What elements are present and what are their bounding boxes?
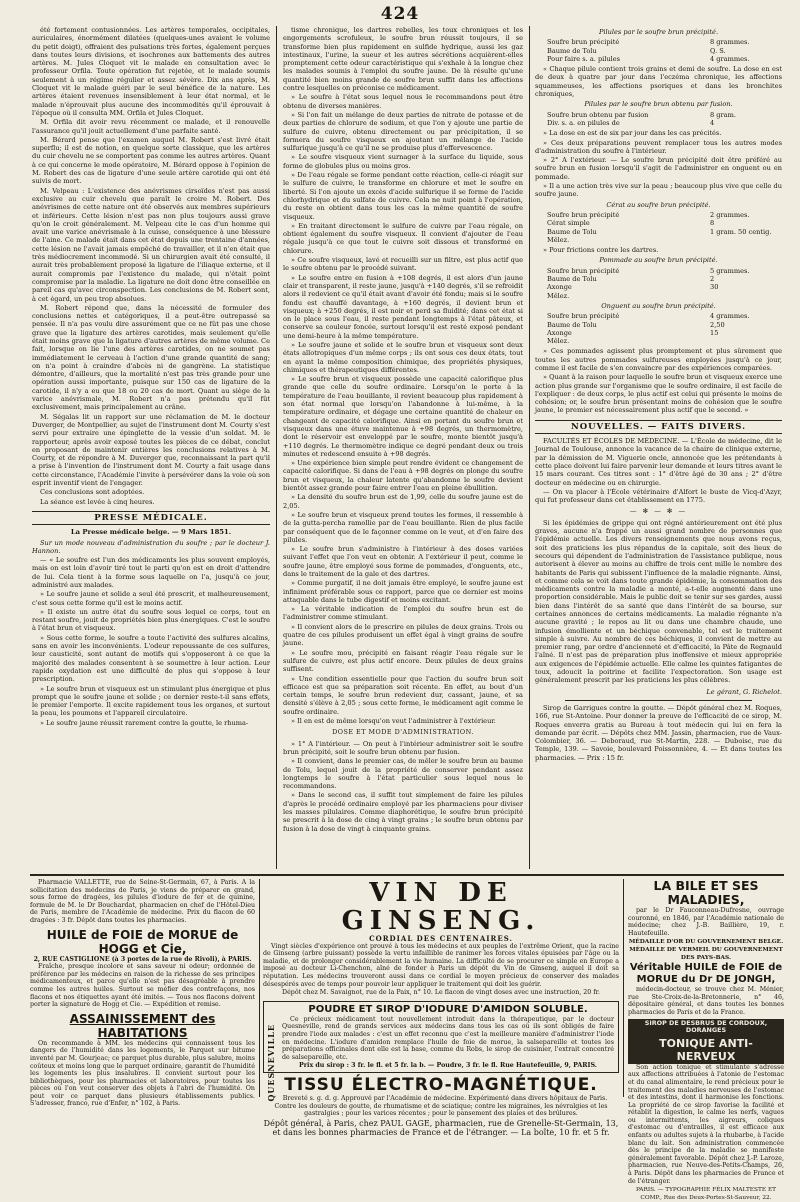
quantity: 4 grammes.	[710, 312, 750, 321]
paragraph: » Comme purgatif, il ne doit jamais être employé, le soufre jaune est infiniment préférable sous ce rapport, parce que ce dernier est moins attaquable dans le tube digestif et moins excitant.	[283, 579, 523, 604]
recipe-row	[547, 55, 782, 63]
recipe-row	[547, 211, 782, 219]
ad-tonique-body: Son action tonique et stimulante s'adresse aux affections attribuées à l'atonie de l'estomac et du canal alimentaire, le rend précieux pour le traitement des maladies nerveuses de l'estomac et des intestins, dont il harmonise les fonctions. La propriété de ce sirop favorise la facilité et rétablit la digestion, le calme les nerfs, vagues ou intermittents, les aigreurs, coliques d'estomac ou d'entrailles, il est efficace aux enfants ou adultes sujets à la rhubarbe, à l'acide blanc du lait. Son administration commencée dès le principe de la maladie se manifeste généralement favorable. Dépôt chez J.-P. Laroze, pharmacien, rue Neuve-des-Petits-Champs, 26, à Paris. Dépôt dans les pharmacies de France et de l'étranger.	[628, 1063, 784, 1185]
recipe	[547, 211, 782, 244]
ad-habitations-body: On recommande à MM. les médecins qui connaissent tous les dangers de l'humidité dans les logements, le Parquet sur bitume inventé par M. Gourjeac; ce parquet plus durable, plus salubre, moins coûteux et moins long que le parquet ordinaire, garantit de l'humidité les logements les plus insalubres. Il convient surtout pour les bibliothèques, pour les pharmacies et laboratoires, pour toutes les pièces où l'on veut conserver des objets à l'abri de l'humidité. On peut voir ce parquet dans plusieurs établissements publics. S'adresser, franco, rue d'Enfer, n° 102, à Paris.	[30, 1039, 255, 1108]
ornament-divider: — ✻ — ✻ —	[629, 507, 688, 516]
paragraph: « Chaque pilule contient trois grains et demi de soufre. La dose en est de deux à quatre par jour dans l'eczéma chronique, les affections squammeuses, les affections psoriques et dans les bronchites chroniques,	[535, 65, 782, 99]
ad-sirop-title: POUDRE ET SIROP D'IODURE D'AMIDON SOLUBLE.	[308, 1003, 588, 1015]
paragraph: » La véritable indication de l'emploi du soufre brun est de l'administrer comme stimulant.	[283, 605, 523, 622]
quantity: 4 grammes.	[710, 54, 750, 63]
recipe-mix: Mêlez.	[547, 291, 570, 300]
column-rule	[276, 26, 277, 869]
section-title-presse-medicale: PRESSE MÉDICALE.	[32, 511, 270, 525]
paragraph: été fortement contusionnées. Les artères temporales, occipitales, auriculaires, énormément dilatées (quelques-unes avaient le volume du petit doigt), offraient des pulsations très fortes, également perçues dans toutes leurs divisions, et isochrones aux battements des autres artères. M. Jules Cloquet vit le malade en consultation avec le professeur Orfila. Toute opération fut rejetée, et le malade soumis seulement à un régime régulier et assez sévère. Dix ans après, M. Cloquet vit le malade guéri par le seul bénéfice de la nature. Les artères étaient revenues insensiblement à leur état normal, et le malade n'éprouvait plus aucune des incommodités qu'il éprouvait à l'époque où il consulta MM. Orfila et Jules Cloquet.	[32, 26, 270, 117]
paragraph: » Ce soufre visqueux, lavé et recueilli sur un filtre, est plus actif que le soufre obtenu par le procédé suivant.	[283, 256, 523, 273]
ad-bile-title: LA BILE ET SES MALADIES,	[653, 878, 759, 907]
signature: Le gérant, G. Richelot.	[706, 687, 782, 696]
ingredient: Soufre brun précipité	[547, 38, 620, 47]
ingredient: Baume de Tolu	[547, 320, 597, 329]
quantity: 4	[710, 118, 715, 127]
paragraph: Si les épidémies de grippe qui ont régné antérieurement ont été plus graves, aucune n'a frappé un aussi grand nombre de personnes que l'épidémie actuelle. Les divers renseignements que nous avons reçus, soit des praticiens les plus répandus de la capitale, soit des lieux de secours qui dépendent de l'administration de l'assistance publique, nous autorisent à élever au moins au chiffre de trois cent mille le nombre des habitants de Paris qui subissent l'influence de la maladie régnante. Ainsi, et comme cela se voit dans toute grande épidémie, la consommation des médicaments contre la maladie a monté, a-t-elle augmenté dans une proportion considérable. Mais le public doit se tenir sur ses gardes, aussi bien dans l'intérêt de sa santé que dans l'intérêt de sa bourse, sur certaines annonces de certains médicaments. La maladie régnante n'a aucune gravité ; le repos au lit ou dans une chambre chaude, une infusion émolliente et un béchique convenable, tel est le traitement simple à suivre. Au nombre de ces béchiques, il convient de mettre au premier rang, par ordre d'ancienneté et d'efficacité, la Pâte de Regnauld l'aîné. Il n'est pas de préparation plus inoffensive et mieux appropriée aux exigences de l'épidémie actuelle. Elle calme les quintes fatigantes de toux, adoucit la poitrine et facilite l'expectoration. Son usage est généralement prescrit par les praticiens les plus célèbres.	[535, 518, 782, 685]
paragraph: » Le soufre jaune réussit rarement contre la goutte, le rhuma-	[40, 718, 249, 727]
recipe-row	[547, 275, 782, 283]
paragraph: » Dans le second cas, il suffit tout simplement de faire les pilules d'après le procédé ordinaire employé par les pharmaciens pour diviser les masses pilulaires. Comme diaphorétique, le soufre brun précipité se prescrit à la dose de cinq à vingt grains ; le soufre brun obtenu par fusion à la dose de vingt à cinquante grains.	[283, 791, 523, 833]
paragraph: » De l'eau régale se forme pendant cette réaction, celle-ci réagit sur le sulfure de cuivre, le transforme en chlorure et met le soufre en liberté. Si l'on ajoute un excès d'acide sulfurique il se forme de l'acide chlorhydrique et du sulfate de cuivre. Cela ne nuit point à l'opération, du reste on obtient dans tous les cas la même quantité de soufre visqueux.	[283, 171, 523, 221]
quantity: Q. S.	[710, 46, 726, 55]
ad-tonique-banner: SIROP DE DESBRUS DE CORDOUX, DORANGES	[628, 1019, 784, 1036]
ingredient: Pour faire s. a. pilules	[547, 54, 621, 63]
paragraph: » Le soufre brun s'administre à l'intérieur à des doses variées suivant l'effet que l'on veut en obtenir. A l'extérieur il peut, comme le soufre jaune, être employé sous forme de pommades, d'onguents, etc., dans le traitement de la gale et des dartres.	[283, 545, 523, 578]
press-source: La Presse médicale belge. — 9 Mars 1851.	[70, 528, 232, 537]
paragraph: » Si l'on fait un mélange de deux parties de nitrate de potasse et de deux parties de chlorure de sodium, et que l'on y ajoute une partie de sulfure de cuivre, obtenu directement ou par précipitation, il se formera du soufre visqueux en ajoutant un mélange de l'acide sulfurique jusqu'à ce qu'il ne se produise plus d'effervescence.	[283, 110, 523, 153]
paragraph: » Il a une action très vive sur la peau ; beaucoup plus vive que celle du soufre jaune.	[535, 182, 782, 199]
ad-sirop-prices: Prix du sirop : 3 fr. le fl. et 5 fr. la b. — Poudre, 3 fr. le fl. Rue Hautefeuille, 9, PARIS.	[299, 1062, 597, 1070]
ingredient: Soufre brun précipité	[547, 210, 620, 219]
paragraph: » La dose en est de six par jour dans les cas précités.	[543, 129, 722, 138]
ad-tonique-title: TONIQUE ANTI-NERVEUX	[628, 1036, 784, 1064]
ingredient: Div. s. a. en pilules de	[547, 118, 620, 127]
paragraph: » Le soufre jaune et solide et le soufre brun et visqueux sont deux états allotropiques d'un même corps ; ils ont sous ces deux états, tout en ayant la même composition chimique, des propriétés physiques, chimiques et thérapeutiques différentes.	[283, 340, 523, 374]
ad-vallette: Pharmacie VALLETTE, rue de Seine-St-Germain, 67, à Paris. A la sollicitation des médecins de Paris, je viens de préparer en grand, sous forme de dragées, les pilules d'iodure de fer et de quinine, formule de M. le Dr Bouchardat, pharmacien en chef de l'Hôtel-Dieu de Paris, membre de l'Académie de médecine. Prix du flacon de 60 dragées : 3 fr. Dépôt dans toutes les pharmacies.	[30, 879, 255, 924]
paragraph: » Une condition essentielle pour que l'action du soufre brun soit efficace est que sa préparation soit récente. En effet, au bout d'un certain temps, le soufre brun redevient dur, cassant, jaune, et sa densité s'élève à 2,05 ; sous cette forme, le médicament agit comme le soufre ordinaire.	[283, 674, 523, 716]
quantity: 2 grammes.	[710, 210, 750, 219]
advertisements	[30, 874, 784, 1201]
paragraph: » Il en est de même lorsqu'on veut l'administrer à l'extérieur.	[291, 717, 496, 726]
ad-habitations-title: ASSAINISSEMENT des HABITATIONS	[69, 1011, 216, 1040]
recipe-row	[547, 111, 782, 119]
recipe-title: Pilules par le soufre brun précipité.	[598, 28, 719, 36]
recipe-mix: Mêlez.	[547, 235, 570, 244]
recipe	[547, 111, 782, 128]
ingredient: Baume de Tolu	[547, 46, 597, 55]
paragraph: La séance est levée à cinq heures.	[40, 497, 155, 506]
ad-jongh-body: médecin-docteur, se trouve chez M. Ménier, rue Ste-Croix-de-la-Bretonnerie, n° 46, dépositaire général, et dans toutes les bonnes pharmacies de Paris et de la France.	[628, 986, 784, 1016]
recipe-row	[547, 228, 782, 236]
recipe-row	[547, 119, 782, 127]
paragraph: » Le soufre entre en fusion à +108 degrés, il est alors d'un jaune clair et transparent, il reste jaune, jusqu'à +140 degrés, s'il se refroidit alors il redevient ce qu'il était avant d'avoir été fondu; mais si le soufre fondu est chauffé davantage, à +160 degrés, il devient brun et visqueux; à +250 degrés, il est noir et perd sa fluidité; dans cet état si on le place sous l'eau, il reste pendant longtemps à l'état pâteux, et conserve sa couleur foncée, surtout lorsqu'il est resté exposé pendant une demi-heure à la même température.	[283, 273, 523, 340]
paragraph: » Une expérience bien simple peut rendre évident ce changement de capacité calorifique. Si dans de l'eau à +98 degrés on plonge du soufre brun et visqueux, la chaleur latente qu'abandonne le soufre devient bientôt assez grande pour faire entrer l'eau en pleine ébullition.	[283, 459, 523, 493]
ad-ginseng-title: VIN DE GINSENG.	[341, 878, 541, 936]
paragraph: tisme chronique, les dartres rebelles, les toux chroniques et les engorgements scrofuleux, le soufre brun réussit toujours, il se transforme bien plus rapidement en sulfide hydrique, aussi les gaz intestinaux, l'urine, la sueur et les autres sécrétions acquièrent-elles promptement cette odeur caractéristique qui s'exhale à la longue chez les malades soumis à l'emploi du soufre jaune. De là résulte qu'une quantité bien moins grande de soufre brun suffit dans les affections contre lesquelles on préconise ce médicament.	[283, 26, 523, 93]
ingredient: Axonge	[547, 283, 572, 292]
paragraph: » En traitant directement le sulfure de cuivre par l'eau régale, on obtient également du soufre visqueux. Il convient d'ajouter de l'eau régale jusqu'à ce que tout le cuivre soit dissous et transformé en chlorure.	[283, 221, 523, 255]
recipe	[547, 267, 782, 300]
page-number: 424	[380, 4, 420, 24]
recipe-row	[547, 47, 782, 55]
paragraph: » 1° A l'intérieur. — On peut à l'intérieur administrer soit le soufre brun précipité, soit le soufre brun obtenu par fusion.	[283, 739, 523, 756]
paragraph: » Le soufre jaune et solide a seul été prescrit, et malheureusement, c'est sous cette forme qu'il est le moins actif.	[32, 590, 270, 607]
ad-jongh-title: Véritable HUILE de FOIE de MORUE du Dr DE JONGH,	[629, 962, 783, 986]
press-headline: Sur un mode nouveau d'administration du soufre ; par le docteur J. Hannon.	[32, 538, 270, 555]
ad-ginseng-depot: Dépôt chez M. Savaignot, rue de la Paix, n° 10. Le flacon de vingt doses avec une instruction, 20 fr.	[282, 989, 600, 997]
paragraph: » Ces pommades agissent plus promptement et plus sûrement que toutes les autres pommades sulfureuses employées jusqu'à ce jour, comme il est facile de s'en convaincre par des expériences comparées.	[535, 347, 782, 372]
paragraph: FACULTÉS ET ÉCOLES DE MÉDECINE. — L'École de médecine, dit le Journal de Toulouse, annonce la vacance de la chaire de clinique externe, par la démission de M. Viguerie oncle, annoncée que les prétendants à cette place doivent lui faire parvenir leur demande et leurs titres avant le 15 mars courant. Ces titres sont : 1° d'être âgé de 30 ans ; 2° d'être docteur en médecine ou en chirurgie.	[535, 437, 782, 487]
ingredient: Baume de Tolu	[547, 227, 597, 236]
quantity: 5 grammes.	[710, 266, 750, 275]
paragraph: » Le soufre à l'état sous lequel nous le recommandons peut être obtenu de diverses manières.	[283, 93, 523, 110]
recipe-mix: Mêlez.	[547, 337, 570, 346]
quantity: 30	[710, 283, 719, 292]
column-1	[32, 26, 270, 869]
ingredient: Baume de Tolu	[547, 275, 597, 284]
ad-divider	[623, 879, 624, 1097]
ad-column-right	[628, 878, 784, 1201]
recipe-title: Cérat au soufre brun précipité.	[606, 200, 711, 209]
paragraph: » Le soufre visqueux vient surnager à la surface du liquide, sous forme de globules plus ou moins gros.	[283, 153, 523, 170]
divider	[565, 700, 752, 701]
dose-heading: DOSE ET MODE D'ADMINISTRATION.	[332, 728, 474, 737]
ad-medal-title: MÉDAILLE D'OR DU GOUVERNEMENT BELGE. MÉDAILLE DE VERMEIL DU GOUVERNEMENT DES PAYS-BAS.	[628, 939, 784, 961]
recipe-row	[547, 329, 782, 337]
ad-sirop-body: Ce précieux médicament tout nouvellement introduit dans la thérapeutique, par le docteur Quesneville, rend de grands services aux médecins dans tous les cas où ils sont obligés de faire prendre l'iode aux malades : c'est un effet reconnu que c'est la meilleure manière d'administrer l'iode en médecine. L'iodure d'amidon remplace l'huile de foie de morue, la salsepareille et toutes les préparations officinales dont elle est la base, comme du Robs, le sirop de cuisinier, l'extrait concentré de salsepareille, etc.	[282, 1015, 614, 1061]
ad-tissu-depot: Dépôt général, à Paris, chez PAUL GAGE, pharmacien, rue de Grenelle-St-Germain, 13, et dans les bonnes pharmacies de France et de l'étranger. — La boîte, 10 fr. et 5 fr.	[263, 1118, 619, 1138]
ingredient: Soufre brun obtenu par fusion	[547, 110, 649, 119]
ad-hogg-body: Fraîche, presque incolore et sans saveur ni odeur; ordonnée de préférence par les médecins en raison de la richesse de ses principes médicamenteux, et parce qu'elle n'est pas désagréable à prendre comme les autres huiles. Surtout se méfier des contrefaçons, nos flacons et nos étiquettes ayant été imités. — Tous nos flacons doivent porter la signature de Hogg et Cie. — Expédition et remise.	[30, 963, 255, 1009]
ad-column-middle	[263, 878, 619, 1138]
paragraph: » Ces deux préparations peuvent remplacer tous les autres modes d'administration du soufre à l'intérieur.	[535, 138, 782, 155]
recipe	[547, 312, 782, 345]
paragraph: M. Robert répond que, dans la nécessité de formuler des conclusions nettes et catégoriques, il a peut-être outrepassé sa pensée. Il n'a pas voulu dire assurément que ce ne fût pas une chose grave que la ligature des artères carotides, mais seulement qu'elle était moins grave que la ligature d'autres artères de même volume. Ce fait, lorsque on lie l'une des artères carotides, on ne soumet pas immédiatement le cerveau à l'action d'une grande quantité de sang; on n'a point à craindre d'abcès ni de gangrène. La statistique démontre, d'ailleurs, que la mortalité n'est pas très grande pour une opération aussi importante, puisque sur 150 cas de ligature de la carotide, il n'y a eu que 18 ou 20 cas de mort. Quant au siège de la varice anévrismale, M. Robert n'a pas prétendu qu'il fût exclusivement, mais principalement au crâne.	[32, 303, 270, 412]
ad-quesneville-tag: QUESNEVILLE	[266, 1023, 276, 1102]
ad-hogg-title: HUILE de FOIE de MORUE de HOGG et Cie,	[46, 927, 239, 956]
quantity: 8 grammes.	[710, 38, 750, 47]
quantity: 15	[710, 328, 719, 337]
column-3	[535, 26, 782, 869]
recipe-row	[547, 283, 782, 291]
paragraph: » Le soufre brun et visqueux prend toutes les formes, il ressemble à de la gutta-percha ramollie par de l'eau bouillante. Rien de plus facile par conséquent que de le façonner comme on le veut, et d'en faire des pilules.	[283, 510, 523, 544]
paragraph: — « Le soufre est l'un des médicaments les plus souvent employés, mais on est loin d'avoir tiré tout le parti qu'on est en droit d'attendre de lui. Cela tient à la forme sous laquelle on l'a, jusqu'à ce jour, administré aux malades.	[32, 556, 270, 589]
ad-bile-body: par le Dr Fauconneau-Dufresne, ouvrage couronné, en 1846, par l'Académie nationale de médecine; chez J.-B. Baillière, 19, r. Hautefeuille.	[628, 907, 784, 937]
paragraph: » Il convient alors de le prescrire en pilules de deux grains. Trois ou quatre de ces pilules produisent un effet égal à vingt grains de soufre jaune.	[283, 622, 523, 648]
recipe-row	[547, 38, 782, 46]
paragraph: Sirop de Garrigues contre la goutte. — Dépôt général chez M. Roques, 166, rue St-Antoine. Pour donner la preuve de l'efficacité de ce sirop, M. Roques enverra gratis au Bureau à tout médecin qui lui en fera la demande par écrit. — Dépôts chez MM. Jassin, pharmacien, rue de Vaux-Colombier, 36. — Deboraud, rue St-Martin, 228. — Duboisc, rue du Temple, 139. — Savoie, boulevard Poissonnière, 4. — Et dans toutes les pharmacies. — Prix : 15 fr.	[535, 703, 782, 762]
paragraph: » Quant à la raison pour laquelle le soufre brun et visqueux exerce une action plus grande sur l'organisme que le soufre ordinaire, il est facile de l'expliquer : de deux corps, le plus actif est celui qui présente le moins de cohésion; or, le soufre brun présentant moins de cohésion que le soufre jaune, le premier est nécessairement plus actif que le second. »	[535, 373, 782, 415]
quantity: 1 gram. 50 centig.	[710, 227, 772, 236]
paragraph: » Il existe un autre état du soufre sous lequel ce corps, tout en restant soufre, jouit de propriétés bien plus énergiques. C'est le soufre à l'état brun et visqueux.	[32, 607, 270, 633]
column-rule	[529, 26, 530, 869]
paragraph: » Pour frictions contre les dartres.	[543, 246, 659, 255]
ad-tissu-body: Breveté s. g. d. g. Approuvé par l'Académie de médecine. Expérimenté dans divers hôpitaux de Paris. Contre les douleurs de goutte, de rhumatisme et de sciatique; contre les migraines, les névralgies et les gastralgies ; pour les varices récentes ; pour le pansement des plaies et des brûlures.	[274, 1094, 608, 1118]
paragraph: M. Ségalas lit un rapport sur une réclamation de M. le docteur Duverger, de Montpellier, au sujet de l'instrument dont M. Courty s'est servi pour extraire une épinglette de la vessie d'un soldat. M. le rapporteur, après avoir exposé toutes les pièces de ce débat, conclut en proposant de maintenir entières les conclusions relatives à M. Courty, et de répondre à M. Duverger que, reconnaissant la part qu'il a prise à l'invention de l'instrument dont M. Courty a fait usage dans cette circonstance, l'Académie l'invite à persévérer dans la voie où son esprit inventif vient de l'engager.	[32, 412, 270, 488]
ad-column-left	[30, 879, 255, 1108]
ingredient: Soufre brun précipité	[547, 312, 620, 321]
recipe-row	[547, 321, 782, 329]
paragraph: » Il convient, dans le premier cas, de mêler le soufre brun au baume de Tolu, lequel jouit de la propriété de conserver pendant assez longtemps le soufre à l'état particulier sous lequel nous le recommandons.	[283, 757, 523, 791]
paragraph: » Le soufre mou, précipité en faisant réagir l'eau régale sur le sulfure de cuivre, est plus actif encore. Deux pilules de deux grains suffisent.	[283, 648, 523, 674]
recipe-row	[547, 267, 782, 275]
column-2	[283, 26, 523, 869]
ingredient: Axonge	[547, 328, 572, 337]
paragraph: » La densité du soufre brun est de 1,99, celle du soufre jaune est de 2,05.	[283, 493, 523, 510]
recipe	[547, 38, 782, 63]
paragraph: » Le soufre brun et visqueux est un stimulant plus énergique et plus prompt que le soufre jaune et solide ; ce dernier reste-t-il sans effets, le premier l'emporte. Il excite rapidement tous les organes, et surtout la peau, les poumons et l'appareil circulatoire.	[32, 684, 270, 718]
ingredient: Soufre brun précipité	[547, 266, 620, 275]
quantity: 8 gram.	[710, 110, 736, 119]
ad-ginseng-subtitle: CORDIAL DES CENTENAIRES.	[369, 934, 513, 943]
paragraph: » Sous cette forme, le soufre a toute l'activité des sulfures alcalins, sans en avoir les inconvénients. L'odeur repoussante de ces sulfures, leur causticité, sont autant de motifs qui s'opposeront à ce que la majorité des malades consentent à se soumettre à leur action. Leur rapide oxydation est une difficulté de plus qui s'oppose à leur prescription.	[32, 633, 270, 684]
recipe-row	[547, 219, 782, 227]
recipe-title: Onguent au soufre brun précipité.	[601, 301, 716, 310]
quantity: 2	[710, 275, 715, 284]
section-title-nouvelles: NOUVELLES. — FAITS DIVERS.	[535, 420, 782, 434]
recipe-title: Pilules par le soufre brun obtenu par fusion.	[584, 100, 733, 109]
ad-hogg-address: 2, RUE CASTIGLIONE (à 3 portes de la rue de Rivoli), à PARIS.	[33, 955, 252, 963]
ad-divider	[259, 879, 260, 1097]
paragraph: » Le soufre brun et visqueux possède une capacité calorifique plus grande que celle du soufre ordinaire. Lorsqu'on le porte à la température de l'eau bouillante, il revient beaucoup plus rapidement à son état normal que lorsqu'on l'abandonne à lui-même, à la température ordinaire, et dégage une certaine quantité de chaleur en changeant de capacité calorifique. Ainsi en portant du soufre brun et visqueux dans une étuve maintenue à +98 degrés, un thermomètre, dont le réservoir est enveloppé par le soufre, monte bientôt jusqu'à +110 degrés. Le thermomètre indique ce degré pendant deux ou trois minutes et redescend ensuite à +98 degrés.	[283, 375, 523, 458]
paragraph: M. Velpeau : L'existence des anévrismes cirsoïdes n'est pas aussi exclusive au cuir chevelu que paraît le croire M. Robert. Des anévrismes de cette nature ont été observés aux membres supérieurs et inférieurs. Cette lésion n'est pas non plus toujours aussi grave qu'on le croit généralement. M. Velpeau cite le cas d'un homme qui avait une varice anévrismale à la cuisse, conséquence à une blessure de l'aine. Ce malade était dans cet état depuis une trentaine d'années, cette lésion ne l'avait jamais empêché de travailler, et il n'en était que très médiocrement incommodé. Si un chirurgien avait été consulté, il aurait très probablement proposé la ligature de l'iliaque externe, et il aurait compromis par l'existence du malade, qui n'était point compromise par la maladie. La ligature ne doit donc être conseillée en pareil cas qu'avec circonspection. Les conclusions de M. Robert sont, à cet égard, un peu trop absolues.	[32, 186, 270, 303]
quantity: 8	[710, 219, 715, 228]
recipe-title: Pommade au soufre brun précipité.	[599, 256, 718, 265]
ad-imprint: PARIS. — TYPOGRAPHIE FÉLIX MALTESTE ET COMP., Rue des Deux-Portes-St-Sauveur, 22.	[635, 1187, 777, 1201]
paragraph: — On va placer à l'École vétérinaire d'Alfort le buste de Vicq-d'Azyr, qui fut professeur dans cet établissement en 1775.	[535, 487, 782, 505]
quantity: 2,50	[710, 320, 725, 329]
paragraph: M. Orfila dit avoir revu récemment ce malade, et il renouvelle l'assurance qu'il jouit actuellement d'une parfaite santé.	[32, 118, 270, 135]
ad-ginseng-body: Vingt siècles d'expérience ont prouvé à tous les médecins et aux peuples de l'extrême Orient, que la racine de Ginseng (arbre puissant) possède la vertu infaillible de ranimer les forces vitales épuisées par l'âge ou la maladie, et de prolonger considérablement la vie humaine. La difficulté de se procurer ce simple en Europe a imposé au docteur Li-Chenchon, aîné de fonder à Paris un dépôt du Vin de Ginseng, auquel il doit sa réputation. Les médecins trouveront aussi dans ce cordial le moyen précieux de conserver des malades désespérés avec de temps pour pouvoir leur appliquer le traitement qui doit les guérir.	[263, 942, 619, 988]
ingredient: Cérat simple	[547, 219, 590, 228]
ad-tissu-title: TISSU ÉLECTRO-MAGNÉTIQUE.	[284, 1074, 598, 1095]
paragraph: » 2° A l'extérieur. — Le soufre brun précipité doit être préféré au soufre brun en fusion lorsqu'il s'agit de l'administrer en onguent ou en pommade.	[535, 156, 782, 181]
paragraph: M. Bérard pense que l'examen auquel M. Robert s'est livré était superflu; il est de notion, en quelque sorte classique, que les artères du cuir chevelu ne se comportent pas comme les autres artères. Quant à ce qui concerne le mode opératoire, M. Bérard oppose à l'opinion de M. Robert des cas de ligature d'une seule artère carotide qui ont été suivis de mort.	[32, 135, 270, 186]
paragraph: Ces conclusions sont adoptées.	[40, 488, 145, 497]
recipe-row	[547, 312, 782, 320]
